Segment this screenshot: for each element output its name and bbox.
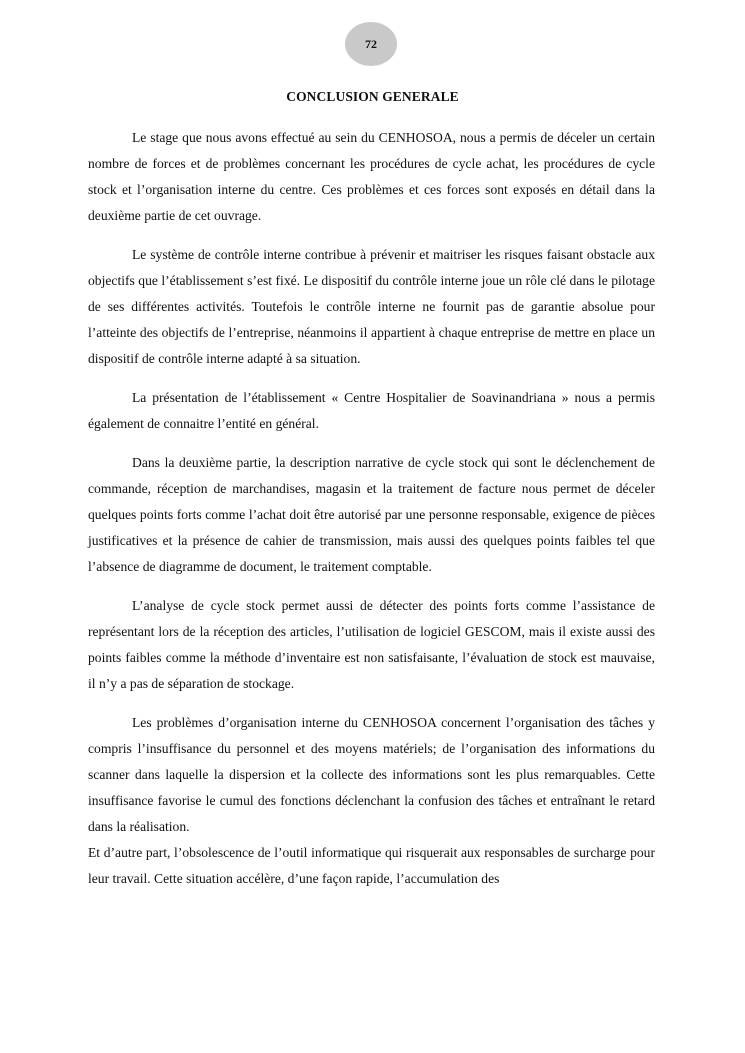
paragraph-1: Le stage que nous avons effectué au sein du CENHOSOA, nous a permis de déceler un certain nombre de forces et de problèmes concernant les procédures de cycle achat, les procédures de cycle stock et l’organisation interne du centre. Ces problèmes et ces forces sont exposés en détail dans la deuxième partie de cet ouvrage. <box>88 130 655 223</box>
page-title: CONCLUSION GENERALE <box>286 89 459 104</box>
paragraph-5: L’analyse de cycle stock permet aussi de détecter des points forts comme l’assistance de représentant lors de la réception des articles, l’utilisation de logiciel GESCOM, mais il existe aussi des points faibles comme la méthode d’inventaire est non satisfaisante, l’évaluation de stock est mauvaise, il n’y a pas de séparation de stockage. <box>88 598 655 691</box>
paragraph-2: Le système de contrôle interne contribue à prévenir et maitriser les risques faisant obstacle aux objectifs que l’établissement s’est fixé. Le dispositif du contrôle interne joue un rôle clé dans le pilotage de ses différentes activités. Toutefois le contrôle interne ne fournit pas de garantie absolue pour l’atteinte des objectifs de l’entreprise, néanmoins il appartient à chaque entreprise de mettre en place un dispositif de contrôle interne adapté à sa situation. <box>88 247 655 366</box>
paragraph-7: Et d’autre part, l’obsolescence de l’outil informatique qui risquerait aux responsables de surcharge pour leur travail. Cette situation accélère, d’une façon rapide, l’accumulation des <box>88 845 655 886</box>
page-number-badge <box>345 22 397 66</box>
paragraph-4: Dans la deuxième partie, la description narrative de cycle stock qui sont le déclenchement de commande, réception de marchandises, magasin et la traitement de facture nous permet de déceler quelques points forts comme l’achat doit être autorisé par une personne responsable, exigence de pièces justificatives et la présence de cahier de transmission, mais aussi des quelques points faibles tel que l’absence de diagramme de document, le traitement comptable. <box>88 455 655 574</box>
document-body <box>88 125 655 905</box>
paragraph-6: Les problèmes d’organisation interne du CENHOSOA concernent l’organisation des tâches y compris l’insuffisance du personnel et des moyens matériels; de l’organisation des informations du scanner dans laquelle la dispersion et la collecte des informations sont les plus remarquables. Cette insuffisance favorise le cumul des fonctions déclenchant la confusion des tâches et entraînant le retard dans la réalisation. <box>88 715 655 834</box>
paragraph-3: La présentation de l’établissement « Centre Hospitalier de Soavinandriana » nous a permis également de connaitre l’entité en général. <box>88 390 655 431</box>
page-number: 72 <box>365 36 377 51</box>
